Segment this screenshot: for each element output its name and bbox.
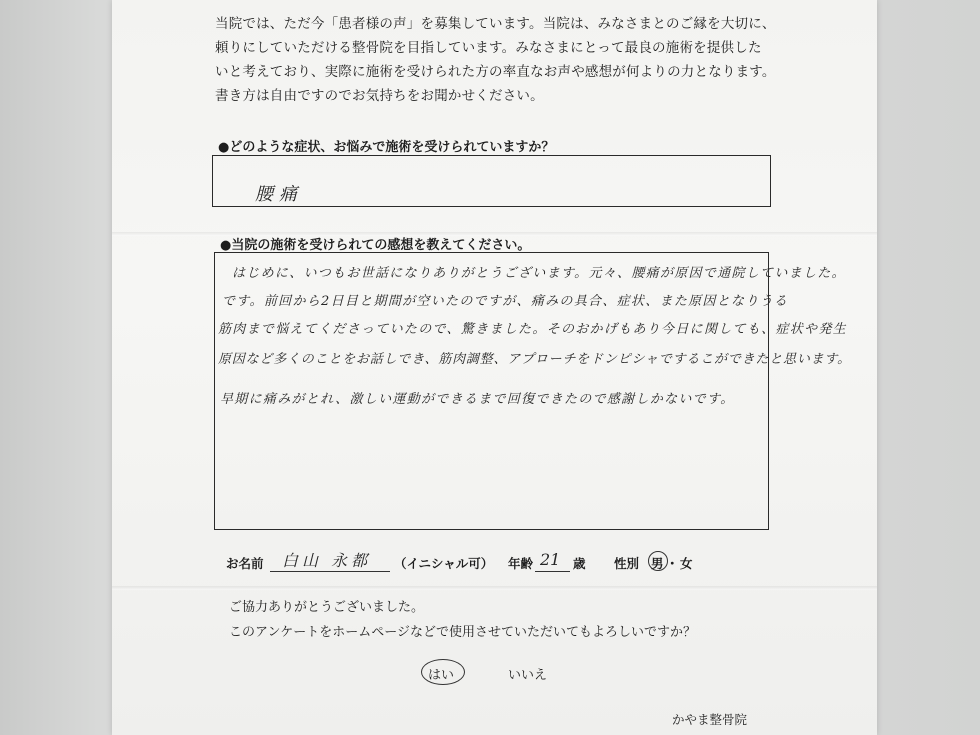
- answer-line: はじめに、いつもお世話になりありがとうございます。元々、腰痛が原因で通院していました。: [232, 266, 846, 281]
- homepage-question: このアンケートをホームページなどで使用させていただいてもよろしいですか？: [229, 625, 696, 640]
- name-value: 白山 永都: [282, 551, 372, 570]
- age-underline: [535, 571, 570, 572]
- answer-line: 筋肉まで悩えてくださっていたので、驚きました。そのおかげもあり今日に関しても、症状や発生: [218, 322, 847, 337]
- name-label: お名前: [226, 556, 264, 571]
- consent-no: いいえ: [508, 668, 548, 683]
- answer-line: 早期に痛みがとれ、激しい運動ができるまで回復できたので感謝しかないです。: [220, 392, 735, 407]
- thanks-text: ご協力ありがとうございました。: [229, 600, 425, 615]
- intro-line: 当院では、ただ今「患者様の声」を募集しています。当院は、みなさまとのご縁を大切に、: [215, 16, 776, 32]
- clinic-name: かやま整骨院: [672, 712, 748, 727]
- answer-line: 原因など多くのことをお話しでき、筋肉調整、アプローチをドンピシャでするこができたと思います。: [218, 352, 851, 367]
- question-symptoms: ●どのような症状、お悩みで施術を受けられていますか？: [218, 140, 555, 155]
- answer-symptoms: 腰痛: [255, 184, 303, 205]
- intro-line: 頼りにしていただける整骨院を目指しています。みなさまにとって最良の施術を提供した: [215, 40, 762, 56]
- intro-paragraph: [215, 12, 775, 108]
- sex-label: 性別: [614, 556, 640, 571]
- age-value: 21: [540, 550, 561, 569]
- sex-male: 男: [651, 556, 664, 571]
- age-unit: 歳: [573, 556, 586, 571]
- intro-line: 書き方は自由ですのでお気持ちをお聞かせください。: [215, 88, 544, 104]
- name-note: （イニシャル可）: [394, 556, 494, 571]
- paper-fold: [112, 586, 877, 590]
- consent-yes: はい: [428, 668, 455, 683]
- name-underline: [270, 571, 390, 572]
- answer-line: です。前回から2日目と期間が空いたのですが、痛みの具合、症状、また原因となりうる: [222, 294, 789, 309]
- intro-line: いと考えており、実際に施術を受けられた方の率直なお声や感想が何よりの力となります。: [215, 64, 776, 80]
- question-impressions: ●当院の施術を受けられての感想を教えてください。: [220, 238, 531, 253]
- sex-separator: ・: [666, 556, 679, 571]
- age-label: 年齢: [508, 556, 534, 571]
- sex-female: 女: [680, 556, 693, 571]
